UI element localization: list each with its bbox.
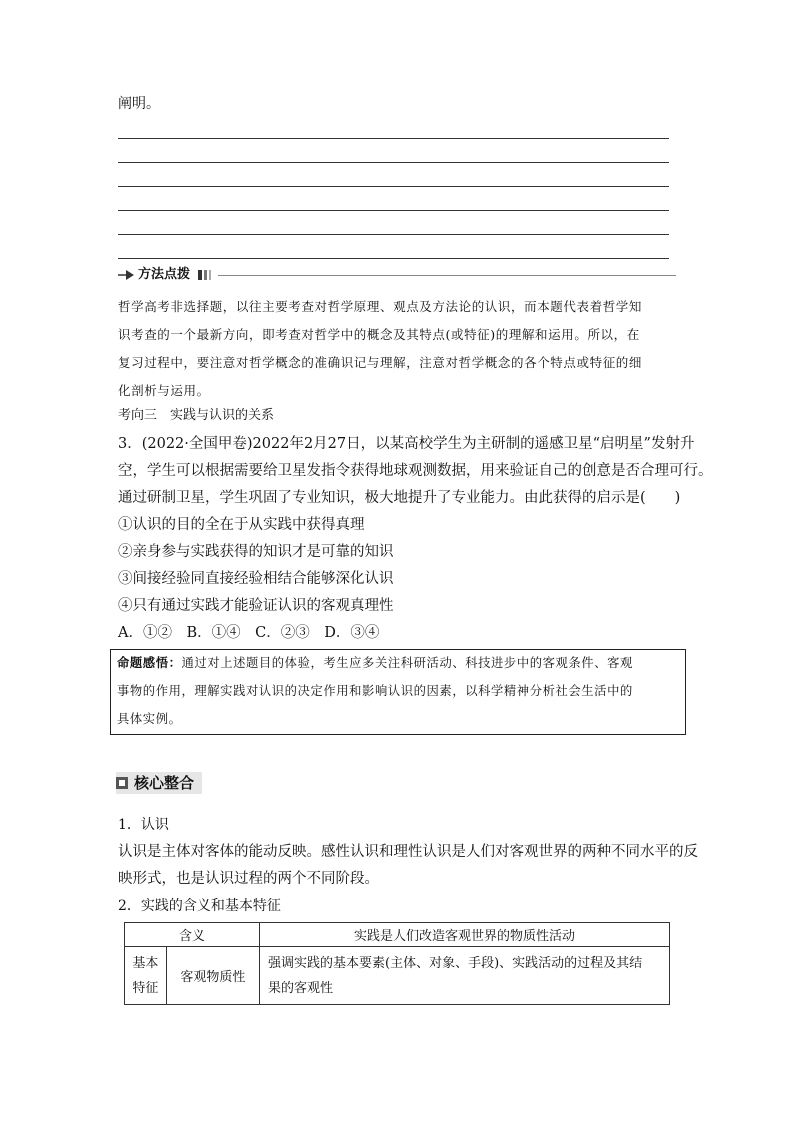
item-text: 认识是主体对客体的能动反映。感性认识和理性认识是人们对客观世界的两种不同水平的反 bbox=[118, 844, 698, 860]
answer-line bbox=[118, 162, 669, 163]
bars-icon bbox=[198, 269, 218, 281]
insight-box bbox=[110, 649, 686, 735]
insight-line: 具体实例。 bbox=[117, 712, 182, 726]
question-line: 3．(2022·全国甲卷)2022年2月27日，以某高校学生为主研制的遥感卫星“启明星”发射升 bbox=[118, 436, 695, 452]
core-heading: 核心整合 bbox=[116, 772, 202, 794]
table-cell: 实践是人们改造客观世界的物质性活动 bbox=[260, 923, 670, 947]
table-cell: 强调实践的基本要素(主体、对象、手段)、实践活动的过程及其结 果的客观性 bbox=[260, 947, 670, 1005]
insight-line-1: 命题感悟：通过对上述题目的体验，考生应多关注科研活动、科技进步中的客观条件、客观 bbox=[117, 656, 633, 670]
answer-line bbox=[118, 234, 669, 235]
answer-line bbox=[118, 186, 669, 187]
table-cell: 含义 bbox=[125, 923, 260, 947]
insight-line: 事物的作用，理解实践对认识的决定作用和影响认识的因素，以科学精神分析社会生活中的 bbox=[117, 684, 633, 698]
statement: ①认识的目的全在于从实践中获得真理 bbox=[118, 517, 365, 533]
section-title: 考向三 实践与认识的关系 bbox=[118, 408, 275, 423]
table-cell: 基本 特征 bbox=[125, 947, 167, 1005]
section-icon bbox=[116, 777, 128, 789]
answer-line bbox=[118, 258, 669, 259]
method-line: 复习过程中，要注意对哲学概念的准确识记与理解，注意对哲学概念的各个特点或特征的细 bbox=[118, 355, 643, 370]
method-line: 识考查的一个最新方向，即考查对哲学中的概念及其特点(或特征)的理解和运用。所以，在 bbox=[118, 327, 640, 342]
method-header bbox=[118, 265, 676, 285]
item-title: 2．实践的含义和基本特征 bbox=[118, 898, 281, 914]
method-divider bbox=[218, 275, 676, 276]
item-title: 1．认识 bbox=[118, 817, 169, 833]
question-line: 通过研制卫星，学生巩固了专业知识，极大地提升了专业能力。由此获得的启示是( ) bbox=[118, 490, 681, 506]
table-row bbox=[125, 923, 670, 947]
intro-text: 阐明。 bbox=[118, 96, 160, 112]
insight-label: 命题感悟： bbox=[117, 656, 182, 670]
statement: ③间接经验同直接经验相结合能够深化认识 bbox=[118, 571, 394, 587]
method-line: 化剖析与运用。 bbox=[118, 383, 210, 398]
table-row bbox=[125, 947, 670, 1005]
statement: ②亲身参与实践获得的知识才是可靠的知识 bbox=[118, 544, 394, 560]
answer-line bbox=[118, 138, 669, 139]
question-line: 空，学生可以根据需要给卫星发指令获得地球观测数据，用来验证自己的创意是否合理可行。 bbox=[118, 463, 713, 479]
practice-table bbox=[124, 922, 670, 1005]
item-text: 映形式，也是认识过程的两个不同阶段。 bbox=[118, 871, 379, 887]
answer-options: A．①② B．①④ C．②③ D．③④ bbox=[118, 625, 380, 641]
arrow-icon bbox=[118, 269, 136, 281]
answer-line bbox=[118, 210, 669, 211]
table-cell: 客观物质性 bbox=[166, 947, 259, 1005]
method-line: 哲学高考非选择题，以往主要考查对哲学原理、观点及方法论的认识，而本题代表着哲学知 bbox=[118, 299, 643, 314]
method-heading: 方法点拨 bbox=[138, 267, 191, 282]
statement: ④只有通过实践才能验证认识的客观真理性 bbox=[118, 598, 394, 614]
